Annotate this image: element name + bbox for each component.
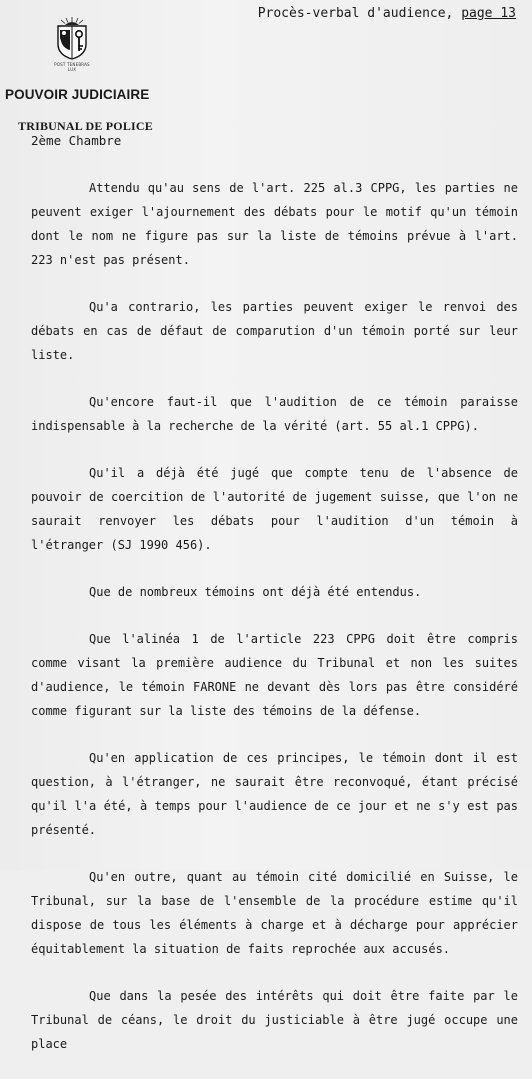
page-header <box>258 6 516 21</box>
paragraph: Qu'en application de ces principes, le témoin dont il est question, à l'étranger, ne saurait être reconvoqué, étant précisé qu'il l'a été, à temps pour l'audience de ce jour et ne s'y est pas présenté. <box>31 751 518 837</box>
geneva-crest-logo <box>54 16 90 72</box>
paragraph: Qu'il a déjà été jugé que compte tenu de l'absence de pouvoir de coercition de l'autorité de jugement suisse, que l'on ne saurait renvoyer les débats pour l'audition d'un témoin à l'étranger (SJ 1990 456). <box>31 466 518 552</box>
page-number: page 13 <box>461 6 516 21</box>
court-name: TRIBUNAL DE POLICE <box>18 119 153 133</box>
crest-motto: POST TENEBRAS LUX <box>54 62 90 72</box>
paragraph: Que dans la pesée des intérêts qui doit être faite par le Tribunal de céans, le droit du justiciable à être jugé occupe une place <box>31 989 518 1051</box>
crest-emblem-icon <box>55 16 89 60</box>
paragraph: Qu'a contrario, les parties peuvent exiger le renvoi des débats en cas de défaut de comparution d'un témoin porté sur leur liste. <box>31 300 518 362</box>
institution-name: POUVOIR JUDICIAIRE <box>5 87 150 102</box>
paragraph: Qu'en outre, quant au témoin cité domicilié en Suisse, le Tribunal, sur la base de l'ensemble de la procédure estime qu'il dispose de tous les éléments à charge et à décharge pour apprécier équitablement la situation de faits reprochée aux accusés. <box>31 870 518 956</box>
document-body <box>31 176 518 1079</box>
paragraph: Attendu qu'au sens de l'art. 225 al.3 CPPG, les parties ne peuvent exiger l'ajournement des débats pour le motif qu'un témoin dont le nom ne figure pas sur la liste de témoins prévue à l'art. 223 n'est pas présent. <box>31 181 518 267</box>
header-title: Procès-verbal d'audience, <box>257 6 462 21</box>
paragraph: Que de nombreux témoins ont déjà été entendus. <box>89 585 422 599</box>
paragraph: Que l'alinéa 1 de l'article 223 CPPG doit être compris comme visant la première audience du Tribunal et non les suites d'audience, le témoin FARONE ne devant dès lors pas être considéré comme figurant sur la liste des témoins de la défense. <box>31 632 518 718</box>
paragraph: Qu'encore faut-il que l'audition de ce témoin paraisse indispensable à la recherche de la vérité (art. 55 al.1 CPPG). <box>31 395 518 433</box>
chamber-name: 2ème Chambre <box>31 133 122 148</box>
